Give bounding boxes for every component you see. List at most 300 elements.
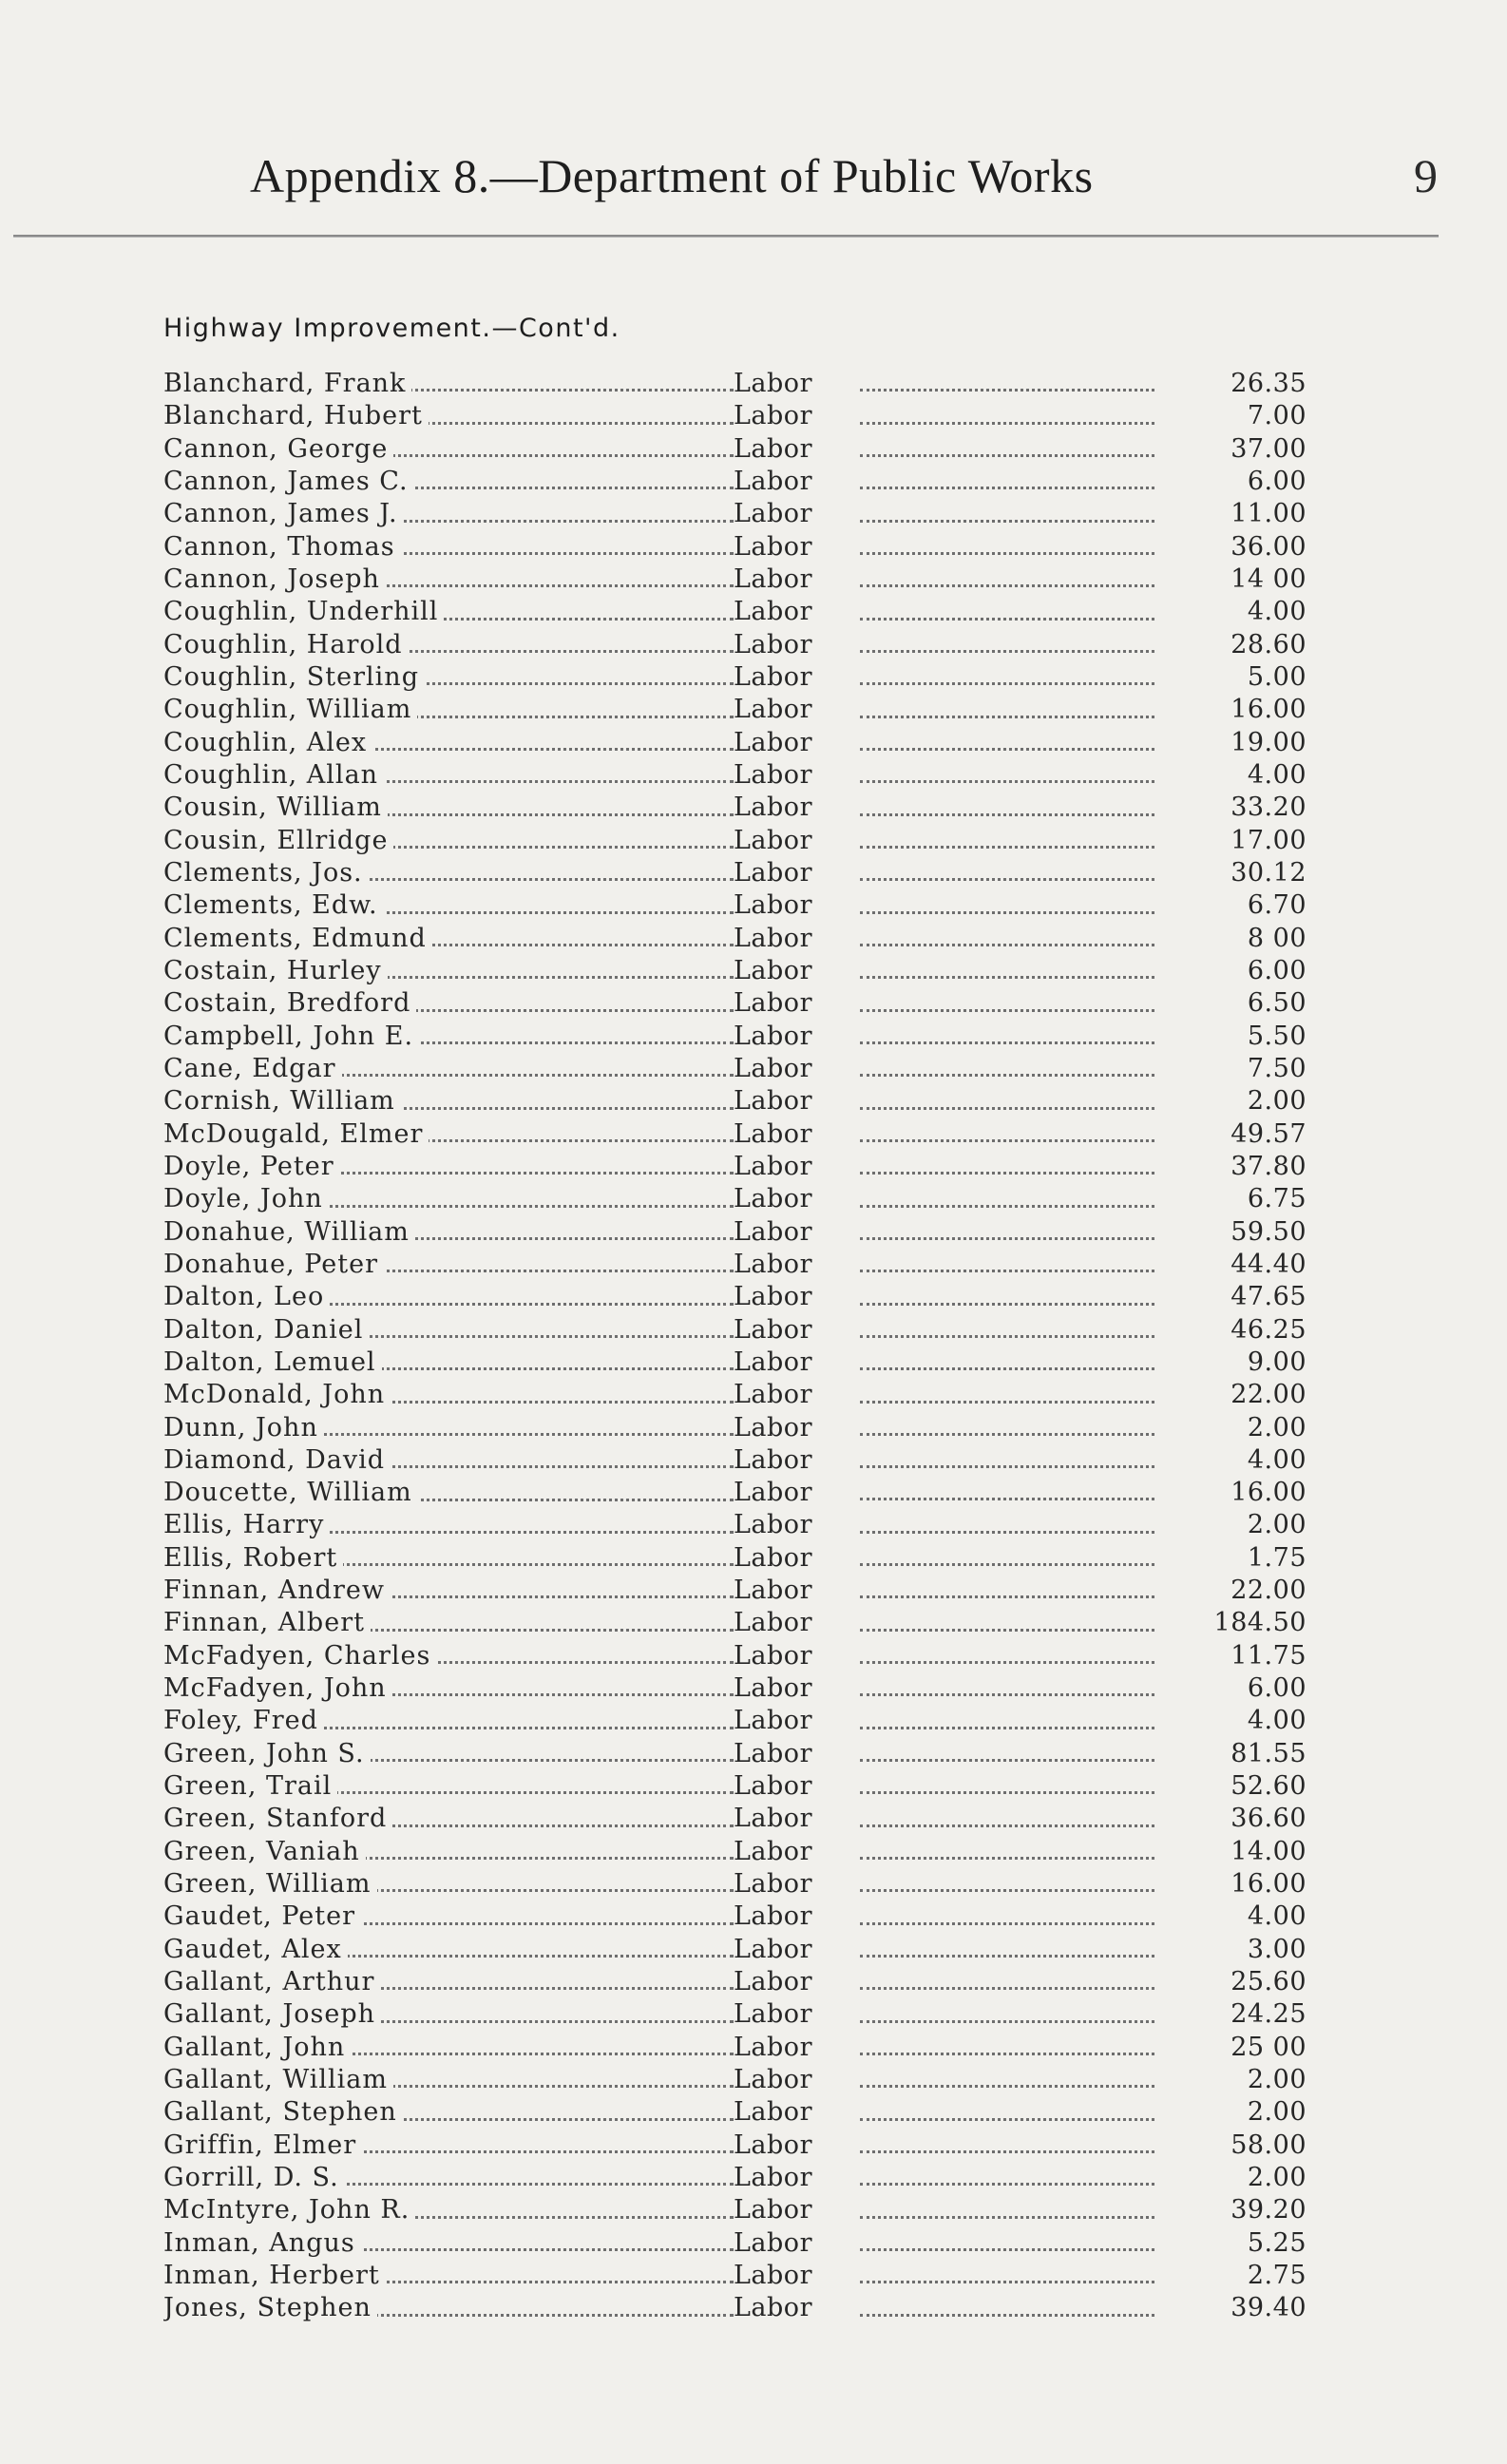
list-item (0, 1477, 1507, 1509)
list-item (0, 1901, 1507, 1933)
entry-name (163, 1998, 734, 2031)
dot-leader (860, 2260, 1154, 2292)
entry-amount: 28.60 (1230, 629, 1307, 659)
entry-name-text: Doucette, William (163, 1478, 418, 1507)
entry-amount: 4.00 (1247, 759, 1307, 790)
entry-amount: 6.00 (1247, 466, 1307, 496)
entry-occupation: Labor (734, 1542, 812, 1573)
dot-leader (860, 1183, 1154, 1215)
entry-occupation: Labor (734, 1184, 812, 1214)
entry-name (163, 661, 734, 694)
dot-leader (860, 596, 1154, 628)
entry-name-text: McFadyen, Charles (163, 1641, 436, 1671)
entry-name (163, 2130, 734, 2162)
list-item (0, 955, 1507, 987)
entry-amount: 5.50 (1247, 1021, 1307, 1051)
entry-name-text: Costain, Hurley (163, 956, 388, 985)
dot-leader (860, 2227, 1154, 2260)
dot-leader (860, 792, 1154, 824)
entry-occupation: Labor (734, 629, 812, 659)
entry-amount: 5.00 (1247, 661, 1307, 692)
entry-occupation: Labor (734, 1967, 812, 1997)
entry-amount: 14 00 (1230, 563, 1307, 594)
dot-leader (860, 1509, 1154, 1541)
entry-amount: 7.50 (1247, 1053, 1307, 1083)
entry-occupation: Labor (734, 1053, 812, 1083)
list-item (0, 1640, 1507, 1672)
entry-amount: 22.00 (1230, 1380, 1307, 1410)
entry-name-text: Dalton, Daniel (163, 1315, 369, 1345)
dot-leader (860, 1216, 1154, 1249)
list-item (0, 1281, 1507, 1313)
entry-occupation: Labor (734, 1249, 812, 1279)
entry-name (163, 1607, 734, 1639)
dot-leader (860, 433, 1154, 466)
entry-occupation: Labor (734, 1021, 812, 1051)
entry-name (163, 987, 734, 1020)
entry-amount: 46.25 (1230, 1314, 1307, 1345)
payroll-list (0, 368, 1507, 2325)
list-item (0, 1151, 1507, 1183)
entry-name (163, 1705, 734, 1737)
list-item (0, 1998, 1507, 2031)
entry-name (163, 1868, 734, 1901)
list-item (0, 2194, 1507, 2226)
dot-leader (860, 1053, 1154, 1085)
entry-occupation: Labor (734, 499, 812, 529)
list-item (0, 498, 1507, 530)
dot-leader (860, 2292, 1154, 2324)
list-item (0, 1347, 1507, 1379)
entry-name (163, 1021, 734, 1053)
dot-leader (860, 498, 1154, 530)
dot-leader (860, 694, 1154, 726)
list-item (0, 825, 1507, 857)
dot-leader (860, 1934, 1154, 1966)
entry-occupation: Labor (734, 2293, 812, 2323)
entry-name-text: McFadyen, John (163, 1673, 392, 1703)
entry-name-text: Green, William (163, 1869, 377, 1899)
entry-name-text: Gallant, Stephen (163, 2097, 403, 2127)
entry-name (163, 1966, 734, 1998)
dot-leader (860, 759, 1154, 792)
entry-name-text: Cousin, William (163, 793, 388, 822)
dot-leader (860, 889, 1154, 922)
list-item (0, 1021, 1507, 1053)
entry-occupation: Labor (734, 1282, 812, 1312)
list-item (0, 2096, 1507, 2129)
list-item (0, 2260, 1507, 2292)
dot-leader (860, 1770, 1154, 1803)
entry-name (163, 1640, 734, 1672)
dot-leader (860, 1575, 1154, 1607)
dot-leader (860, 987, 1154, 1020)
entry-name-text: Green, John S. (163, 1739, 371, 1768)
dot-leader (860, 923, 1154, 955)
entry-name-text: Doyle, John (163, 1184, 329, 1213)
entry-name (163, 1183, 734, 1215)
entry-name-text: Green, Stanford (163, 1804, 392, 1833)
dot-leader (860, 368, 1154, 400)
entry-name-text: Green, Trail (163, 1771, 337, 1801)
list-item (0, 1672, 1507, 1705)
entry-name (163, 2064, 734, 2096)
dot-leader (860, 1314, 1154, 1347)
entry-name (163, 792, 734, 824)
entry-occupation: Labor (734, 1608, 812, 1638)
entry-name (163, 694, 734, 726)
list-item (0, 1509, 1507, 1541)
entry-name (163, 433, 734, 466)
entry-amount: 11.00 (1230, 499, 1307, 529)
entry-occupation: Labor (734, 369, 812, 398)
entry-occupation: Labor (734, 563, 812, 594)
entry-amount: 14.00 (1230, 1836, 1307, 1866)
list-item (0, 1053, 1507, 1085)
entry-amount: 6.70 (1247, 890, 1307, 921)
entry-name (163, 1085, 734, 1117)
entry-name-text: Blanchard, Frank (163, 369, 411, 398)
entry-name-text: Cannon, Thomas (163, 532, 401, 562)
entry-occupation: Labor (734, 695, 812, 725)
list-item (0, 661, 1507, 694)
entry-amount: 4.00 (1247, 1444, 1307, 1475)
dot-leader (860, 1803, 1154, 1835)
entry-name-text: Clements, Edw. (163, 890, 384, 920)
list-item (0, 1770, 1507, 1803)
entry-name (163, 629, 734, 661)
entry-name-text: Cannon, James C. (163, 467, 414, 496)
entry-amount: 5.25 (1247, 2227, 1307, 2258)
entry-name (163, 759, 734, 792)
list-item (0, 563, 1507, 596)
entry-occupation: Labor (734, 1216, 812, 1247)
entry-name-text: Green, Vaniah (163, 1837, 366, 1866)
list-item (0, 1118, 1507, 1151)
entry-amount: 11.75 (1230, 1640, 1307, 1671)
entry-name (163, 2227, 734, 2260)
entry-occupation: Labor (734, 988, 812, 1019)
entry-name-text: Donahue, Peter (163, 1250, 384, 1279)
entry-name-text: Diamond, David (163, 1445, 391, 1475)
entry-amount: 81.55 (1230, 1738, 1307, 1768)
list-item (0, 1607, 1507, 1639)
entry-occupation: Labor (734, 531, 812, 562)
dot-leader (860, 1901, 1154, 1933)
entry-name-text: Cannon, James J. (163, 499, 404, 528)
list-item (0, 1575, 1507, 1607)
entry-amount: 19.00 (1230, 727, 1307, 757)
entry-name-text: Cannon, George (163, 434, 393, 464)
entry-occupation: Labor (734, 1640, 812, 1671)
entry-name-text: Jones, Stephen (163, 2293, 377, 2322)
dot-leader (860, 1998, 1154, 2031)
dot-leader (860, 400, 1154, 432)
entry-name-text: Gallant, Joseph (163, 1999, 381, 2029)
entry-amount: 4.00 (1247, 597, 1307, 627)
entry-occupation: Labor (734, 1576, 812, 1606)
entry-occupation: Labor (734, 1478, 812, 1508)
dot-leader (860, 1021, 1154, 1053)
entry-name (163, 2096, 734, 2129)
entry-occupation: Labor (734, 2261, 812, 2291)
entry-amount: 49.57 (1230, 1118, 1307, 1149)
entry-occupation: Labor (734, 1804, 812, 1834)
entry-amount: 22.00 (1230, 1576, 1307, 1606)
dot-leader (860, 2096, 1154, 2129)
entry-name-text: Clements, Edmund (163, 924, 432, 953)
dot-leader (860, 1281, 1154, 1313)
list-item (0, 1934, 1507, 1966)
entry-name (163, 1444, 734, 1477)
entry-occupation: Labor (734, 1380, 812, 1410)
entry-occupation: Labor (734, 2130, 812, 2160)
entry-name (163, 2032, 734, 2064)
entry-name-text: Doyle, Peter (163, 1152, 340, 1181)
entry-occupation: Labor (734, 759, 812, 790)
list-item (0, 923, 1507, 955)
dot-leader (860, 857, 1154, 889)
list-item (0, 629, 1507, 661)
entry-name-text: Gallant, William (163, 2065, 393, 2094)
dot-leader (860, 1379, 1154, 1411)
list-item (0, 433, 1507, 466)
entry-occupation: Labor (734, 857, 812, 888)
entry-name (163, 1803, 734, 1835)
dot-leader (860, 727, 1154, 759)
entry-amount: 16.00 (1230, 695, 1307, 725)
dot-leader (860, 1412, 1154, 1444)
entry-name-text: Coughlin, Underhill (163, 597, 444, 626)
dot-leader (860, 2162, 1154, 2194)
entry-occupation: Labor (734, 1151, 812, 1181)
entry-amount: 25 00 (1230, 2032, 1307, 2062)
entry-amount: 2.00 (1247, 2097, 1307, 2128)
dot-leader (860, 1868, 1154, 1901)
entry-amount: 36.60 (1230, 1804, 1307, 1834)
list-item (0, 792, 1507, 824)
list-item (0, 1249, 1507, 1281)
list-item (0, 1705, 1507, 1737)
list-item (0, 857, 1507, 889)
entry-amount: 16.00 (1230, 1478, 1307, 1508)
entry-name (163, 1770, 734, 1803)
entry-occupation: Labor (734, 1673, 812, 1704)
entry-occupation: Labor (734, 1934, 812, 1964)
entry-amount: 37.00 (1230, 433, 1307, 464)
entry-name-text: Clements, Jos. (163, 858, 369, 888)
entry-name (163, 1281, 734, 1313)
list-item (0, 1379, 1507, 1411)
entry-occupation: Labor (734, 1314, 812, 1345)
entry-name (163, 1901, 734, 1933)
entry-amount: 2.00 (1247, 2163, 1307, 2193)
entry-amount: 4.00 (1247, 1901, 1307, 1932)
entry-occupation: Labor (734, 825, 812, 855)
entry-occupation: Labor (734, 1836, 812, 1866)
entry-name-text: Blanchard, Hubert (163, 401, 429, 430)
entry-occupation: Labor (734, 2032, 812, 2062)
dot-leader (860, 1477, 1154, 1509)
entry-occupation: Labor (734, 2227, 812, 2258)
entry-name (163, 1575, 734, 1607)
entry-occupation: Labor (734, 1510, 812, 1540)
list-item (0, 1412, 1507, 1444)
list-item (0, 727, 1507, 759)
header-rule (13, 235, 1439, 238)
list-item (0, 2032, 1507, 2064)
entry-occupation: Labor (734, 2195, 812, 2225)
dot-leader (860, 1542, 1154, 1575)
list-item (0, 694, 1507, 726)
dot-leader (860, 2064, 1154, 2096)
entry-name (163, 596, 734, 628)
entry-occupation: Labor (734, 2065, 812, 2095)
entry-name (163, 400, 734, 432)
entry-name (163, 466, 734, 498)
list-item (0, 368, 1507, 400)
entry-amount: 6.00 (1247, 955, 1307, 985)
entry-name (163, 1314, 734, 1347)
entry-name-text: Foley, Fred (163, 1706, 324, 1735)
entry-amount: 59.50 (1230, 1216, 1307, 1247)
entry-amount: 39.20 (1230, 2195, 1307, 2225)
entry-occupation: Labor (734, 433, 812, 464)
entry-occupation: Labor (734, 923, 812, 953)
entry-amount: 33.20 (1230, 793, 1307, 823)
entry-amount: 36.00 (1230, 531, 1307, 562)
dot-leader (860, 2194, 1154, 2226)
entry-name-text: Coughlin, Allan (163, 760, 384, 790)
entry-amount: 3.00 (1247, 1934, 1307, 1964)
entry-amount: 9.00 (1247, 1347, 1307, 1377)
entry-name-text: Coughlin, William (163, 695, 417, 724)
list-item (0, 889, 1507, 922)
entry-occupation: Labor (734, 1412, 812, 1442)
entry-name-text: Costain, Bredford (163, 988, 416, 1018)
entry-amount: 2.00 (1247, 1412, 1307, 1442)
list-item (0, 1542, 1507, 1575)
entry-name (163, 368, 734, 400)
dot-leader (860, 825, 1154, 857)
entry-name (163, 1672, 734, 1705)
entry-name (163, 1509, 734, 1541)
entry-name-text: McDougald, Elmer (163, 1119, 429, 1149)
entry-name (163, 727, 734, 759)
entry-name-text: Dalton, Lemuel (163, 1347, 382, 1377)
list-item (0, 1314, 1507, 1347)
entry-amount: 58.00 (1230, 2130, 1307, 2160)
dot-leader (860, 2032, 1154, 2064)
entry-name (163, 1151, 734, 1183)
list-item (0, 1868, 1507, 1901)
dot-leader (860, 629, 1154, 661)
dot-leader (860, 1738, 1154, 1770)
dot-leader (860, 1607, 1154, 1639)
entry-amount: 2.00 (1247, 1510, 1307, 1540)
section-heading: Highway Improvement.—Cont'd. (163, 314, 620, 343)
entry-name (163, 857, 734, 889)
list-item (0, 987, 1507, 1020)
dot-leader (860, 661, 1154, 694)
entry-occupation: Labor (734, 727, 812, 757)
entry-amount: 25.60 (1230, 1967, 1307, 1997)
entry-name (163, 1934, 734, 1966)
dot-leader (860, 1118, 1154, 1151)
entry-amount: 47.65 (1230, 1282, 1307, 1312)
entry-name-text: McIntyre, John R. (163, 2195, 415, 2225)
page-header (0, 143, 1507, 209)
entry-name-text: Donahue, William (163, 1217, 415, 1247)
entry-name (163, 2260, 734, 2292)
entry-occupation: Labor (734, 1706, 812, 1736)
page-number: 9 (1414, 149, 1438, 202)
entry-amount: 6.00 (1247, 1673, 1307, 1704)
entry-name (163, 1738, 734, 1770)
entry-name (163, 498, 734, 530)
entry-name-text: Gallant, Arthur (163, 1967, 380, 1996)
entry-name (163, 563, 734, 596)
entry-name-text: Ellis, Robert (163, 1543, 343, 1573)
dot-leader (860, 1705, 1154, 1737)
entry-occupation: Labor (734, 1347, 812, 1377)
list-item (0, 400, 1507, 432)
entry-amount: 1.75 (1247, 1542, 1307, 1573)
entry-name-text: Dalton, Leo (163, 1282, 330, 1311)
entry-occupation: Labor (734, 1118, 812, 1149)
entry-occupation: Labor (734, 401, 812, 431)
dot-leader (860, 1966, 1154, 1998)
list-item (0, 2227, 1507, 2260)
entry-name-text: Gaudet, Alex (163, 1935, 348, 1964)
dot-leader (860, 1085, 1154, 1117)
entry-amount: 184.50 (1213, 1608, 1307, 1638)
entry-amount: 8 00 (1247, 923, 1307, 953)
list-item (0, 2064, 1507, 2096)
list-item (0, 1085, 1507, 1117)
entry-occupation: Labor (734, 1771, 812, 1802)
list-item (0, 1183, 1507, 1215)
dot-leader (860, 466, 1154, 498)
entry-name (163, 1249, 734, 1281)
entry-name (163, 1053, 734, 1085)
entry-name (163, 1216, 734, 1249)
entry-name (163, 825, 734, 857)
list-item (0, 531, 1507, 563)
entry-amount: 26.35 (1230, 369, 1307, 398)
entry-amount: 16.00 (1230, 1869, 1307, 1900)
entry-name (163, 1379, 734, 1411)
entry-occupation: Labor (734, 793, 812, 823)
dot-leader (860, 531, 1154, 563)
entry-name (163, 1347, 734, 1379)
dot-leader (860, 1640, 1154, 1672)
dot-leader (860, 2130, 1154, 2162)
list-item (0, 596, 1507, 628)
entry-occupation: Labor (734, 597, 812, 627)
entry-name-text: Coughlin, Sterling (163, 662, 425, 692)
entry-amount: 2.75 (1247, 2261, 1307, 2291)
entry-name (163, 889, 734, 922)
entry-occupation: Labor (734, 661, 812, 692)
list-item (0, 2130, 1507, 2162)
entry-amount: 7.00 (1247, 401, 1307, 431)
entry-name-text: Coughlin, Alex (163, 728, 372, 757)
list-item (0, 1444, 1507, 1477)
dot-leader (860, 1836, 1154, 1868)
entry-name-text: Gaudet, Peter (163, 1901, 361, 1931)
entry-amount: 4.00 (1247, 1706, 1307, 1736)
